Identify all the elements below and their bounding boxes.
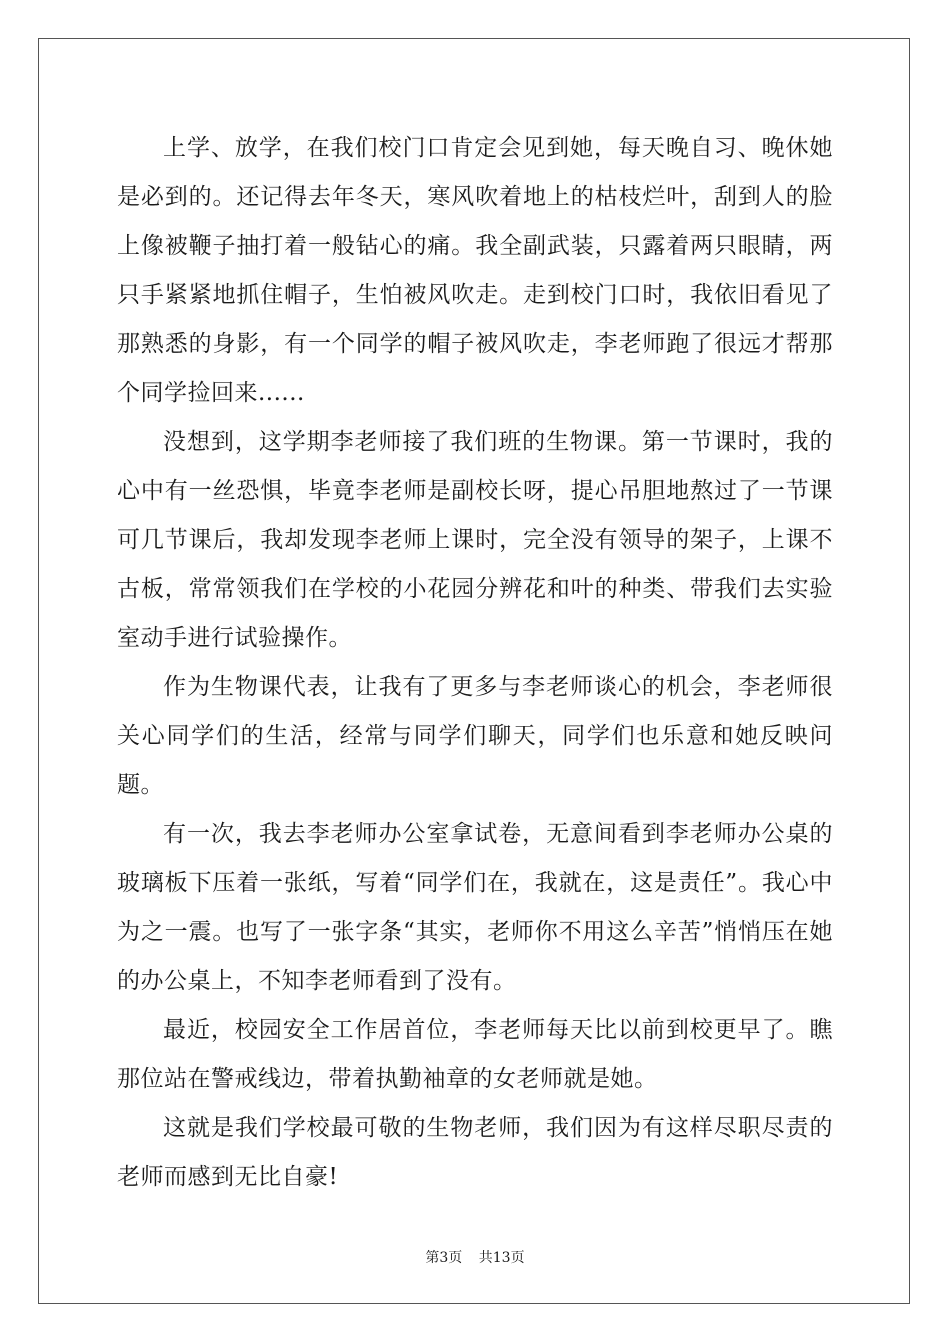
page-footer — [0, 1247, 950, 1267]
paragraph-1: 上学、放学，在我们校门口肯定会见到她，每天晚自习、晚休她是必到的。还记得去年冬天，寒风吹着地上的枯枝烂叶，刮到人的脸上像被鞭子抽打着一般钻心的痛。我全副武装，只露着两只眼睛，两只手紧紧地抓住帽子，生怕被风吹走。走到校门口时，我依旧看见了那熟悉的身影，有一个同学的帽子被风吹走，李老师跑了很远才帮那个同学捡回来...... — [117, 135, 833, 406]
paragraph-3: 作为生物课代表，让我有了更多与李老师谈心的机会，李老师很关心同学们的生活，经常与同学们聊天，同学们也乐意和她反映问题。 — [117, 674, 833, 798]
document-body — [117, 124, 833, 1202]
page-total: 共13页 — [478, 1250, 525, 1266]
paragraph-5: 最近，校园安全工作居首位，李老师每天比以前到校更早了。瞧那位站在警戒线边，带着执勤袖章的女老师就是她。 — [117, 1017, 833, 1092]
paragraph-2: 没想到，这学期李老师接了我们班的生物课。第一节课时，我的心中有一丝恐惧，毕竟李老师是副校长呀，提心吊胆地熬过了一节课可几节课后，我却发现李老师上课时，完全没有领导的架子，上课不古板，常常领我们在学校的小花园分辨花和叶的种类、带我们去实验室动手进行试验操作。 — [117, 429, 833, 651]
paragraph-4: 有一次，我去李老师办公室拿试卷，无意间看到李老师办公桌的玻璃板下压着一张纸，写着“同学们在，我就在，这是责任”。我心中为之一震。也写了一张字条“其实，老师你不用这么辛苦”悄悄压在她的办公桌上，不知李老师看到了没有。 — [117, 821, 833, 994]
paragraph-6: 这就是我们学校最可敬的生物老师，我们因为有这样尽职尽责的老师而感到无比自豪! — [117, 1115, 833, 1190]
page-number: 第3页 — [425, 1250, 463, 1266]
